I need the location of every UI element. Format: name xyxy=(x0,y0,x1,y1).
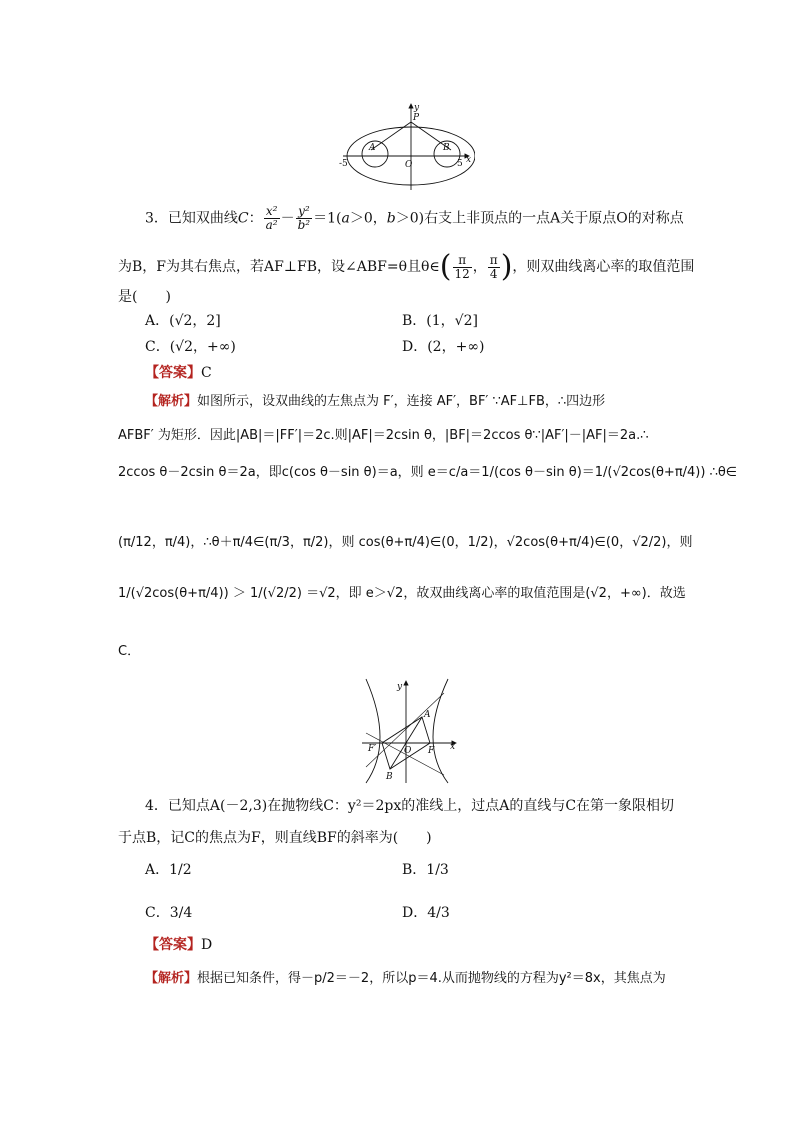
q3-answer-tag: 【答案】 xyxy=(145,365,201,381)
fig1-label-5: 5 xyxy=(457,159,463,169)
q4-answer-value: D xyxy=(201,937,213,953)
q3-option-d[interactable]: D．(2，+∞) xyxy=(402,339,485,355)
q3-interval-b: $\frac{\pi}{4}$ xyxy=(489,252,498,281)
fig2-label-x: x xyxy=(450,742,456,752)
q4-option-c[interactable]: C．3/4 xyxy=(145,905,193,921)
q3-interval-a: $\frac{\pi}{12}$ xyxy=(454,252,470,281)
fig1-label-b: B xyxy=(443,143,450,153)
q3-option-c[interactable]: C．(√2，+∞) xyxy=(145,339,236,355)
q3-answer-value: C xyxy=(201,365,212,381)
q4-line1: 已知点A(－2,3)在抛物线C：y²＝2px的准线上，过点A的直线与C在第一象限相切 xyxy=(167,798,675,814)
q3-stem-line2: 为B，F为其右焦点，若AF⊥FB，设∠ABF=θ且θ∈( $\frac{\pi}{12}$ ， $\frac{\pi}{4}$ )，则双曲线离心率的取值范围 xyxy=(118,249,695,284)
q4-option-a[interactable]: A．1/2 xyxy=(145,862,192,878)
fig1-label-o: O xyxy=(405,160,413,170)
q3-curve: C xyxy=(237,210,249,227)
fig1-label-m5: -5 xyxy=(339,159,348,169)
q3-answer xyxy=(145,364,212,382)
q3-line2: 为B，F为其右焦点，若AF⊥FB，设∠ABF=θ且θ∈ xyxy=(118,259,440,275)
fig2-label-a: A xyxy=(424,710,431,720)
q3-option-a[interactable]: A．(√2，2] xyxy=(145,313,221,329)
q3-analysis-line4: (π/12，π/4)，∴θ＋π/4∈(π/3，π/2)，则 cos(θ+π/4)∈(0，1/2)，√2cos(θ+π/4)∈(0，√2/2)，则 xyxy=(118,535,693,550)
fig1-label-p: P xyxy=(413,113,420,123)
q3-analysis-line5: 1/(√2cos(θ+π/4)) ＞ 1/(√2/2) ＝√2，即 e＞√2，故双曲线离心率的取值范围是(√2，+∞)．故选 xyxy=(118,586,686,601)
fig1-label-a: A xyxy=(369,143,376,153)
q4-an-l1: 根据已知条件，得－p/2＝－2，所以p＝4.从而抛物线的方程为y²＝8x，其焦点为 xyxy=(197,971,666,986)
hyperbola-figure xyxy=(360,675,460,785)
q3-analysis-line1 xyxy=(145,393,605,411)
q4-analysis-tag: 【解析】 xyxy=(145,971,198,986)
q3-line2-tail: ，则双曲线离心率的取值范围 xyxy=(512,259,695,275)
fig2-label-f1: F′ xyxy=(368,744,377,754)
q3-analysis-line2: AFBF′ 为矩形．因此|AB|＝|FF′|＝2c.则|AF|＝2csin θ，|BF|＝2ccos θ∵|AF′|－|AF|＝2a.∴ xyxy=(118,428,649,443)
fig1-label-y: y xyxy=(414,103,420,113)
q3-option-b[interactable]: B．(1，√2] xyxy=(402,313,478,329)
q3-analysis-line3: 2ccos θ－2csin θ＝2a，即c(cos θ－sin θ)＝a，则 e＝c/a＝1/(cos θ－sin θ)＝1/(√2cos(θ+π/4)) ∴θ∈ xyxy=(118,465,738,480)
ellipse-figure xyxy=(335,100,475,192)
q4-option-b[interactable]: B．1/3 xyxy=(402,862,449,878)
fig2-label-f: F xyxy=(428,746,435,756)
q3-stem-b: 右支上非顶点的一点A关于原点O的对称点 xyxy=(424,210,684,227)
fig2-label-b: B xyxy=(386,772,393,782)
q4-analysis-line1 xyxy=(145,970,666,988)
q3-analysis-tag: 【解析】 xyxy=(145,394,198,409)
q3-an-l1: 如图所示，设双曲线的左焦点为 F′，连接 AF′，BF′ ∵AF⊥FB，∴四边形 xyxy=(197,394,606,409)
q3-number: 3． xyxy=(145,210,168,227)
fig2-label-o: O xyxy=(404,746,412,756)
q3-eq-x: $\frac{\text{x²}}{\text{a²}}$ xyxy=(265,204,278,232)
fig1-label-x: x xyxy=(466,155,472,165)
q3-stem-a: 已知双曲线 xyxy=(167,210,238,227)
q3-stem-line3: 是( ) xyxy=(118,289,171,305)
fig2-label-y: y xyxy=(397,682,403,692)
q4-stem-line2: 于点B，记C的焦点为F，则直线BF的斜率为( ) xyxy=(118,830,432,846)
q3-analysis-line6: C． xyxy=(118,644,141,659)
q3-eq-y: $\frac{\text{y²}}{\text{b²}}$ xyxy=(297,204,311,232)
q4-option-d[interactable]: D．4/3 xyxy=(402,905,450,921)
q4-stem-line1 xyxy=(145,797,674,815)
q4-number: 4． xyxy=(145,798,168,814)
q3-stem-line1: 3．已知双曲线C： $\frac{\text{x²}}{\text{a²}}$ － $\frac{\text{y²}}{\text{b²}}$ ＝1(a＞0，b＞0)右支上非顶点的一点A关于原点O的对称点 xyxy=(145,204,684,232)
q4-answer-tag: 【答案】 xyxy=(145,937,201,953)
q4-answer xyxy=(145,936,212,954)
